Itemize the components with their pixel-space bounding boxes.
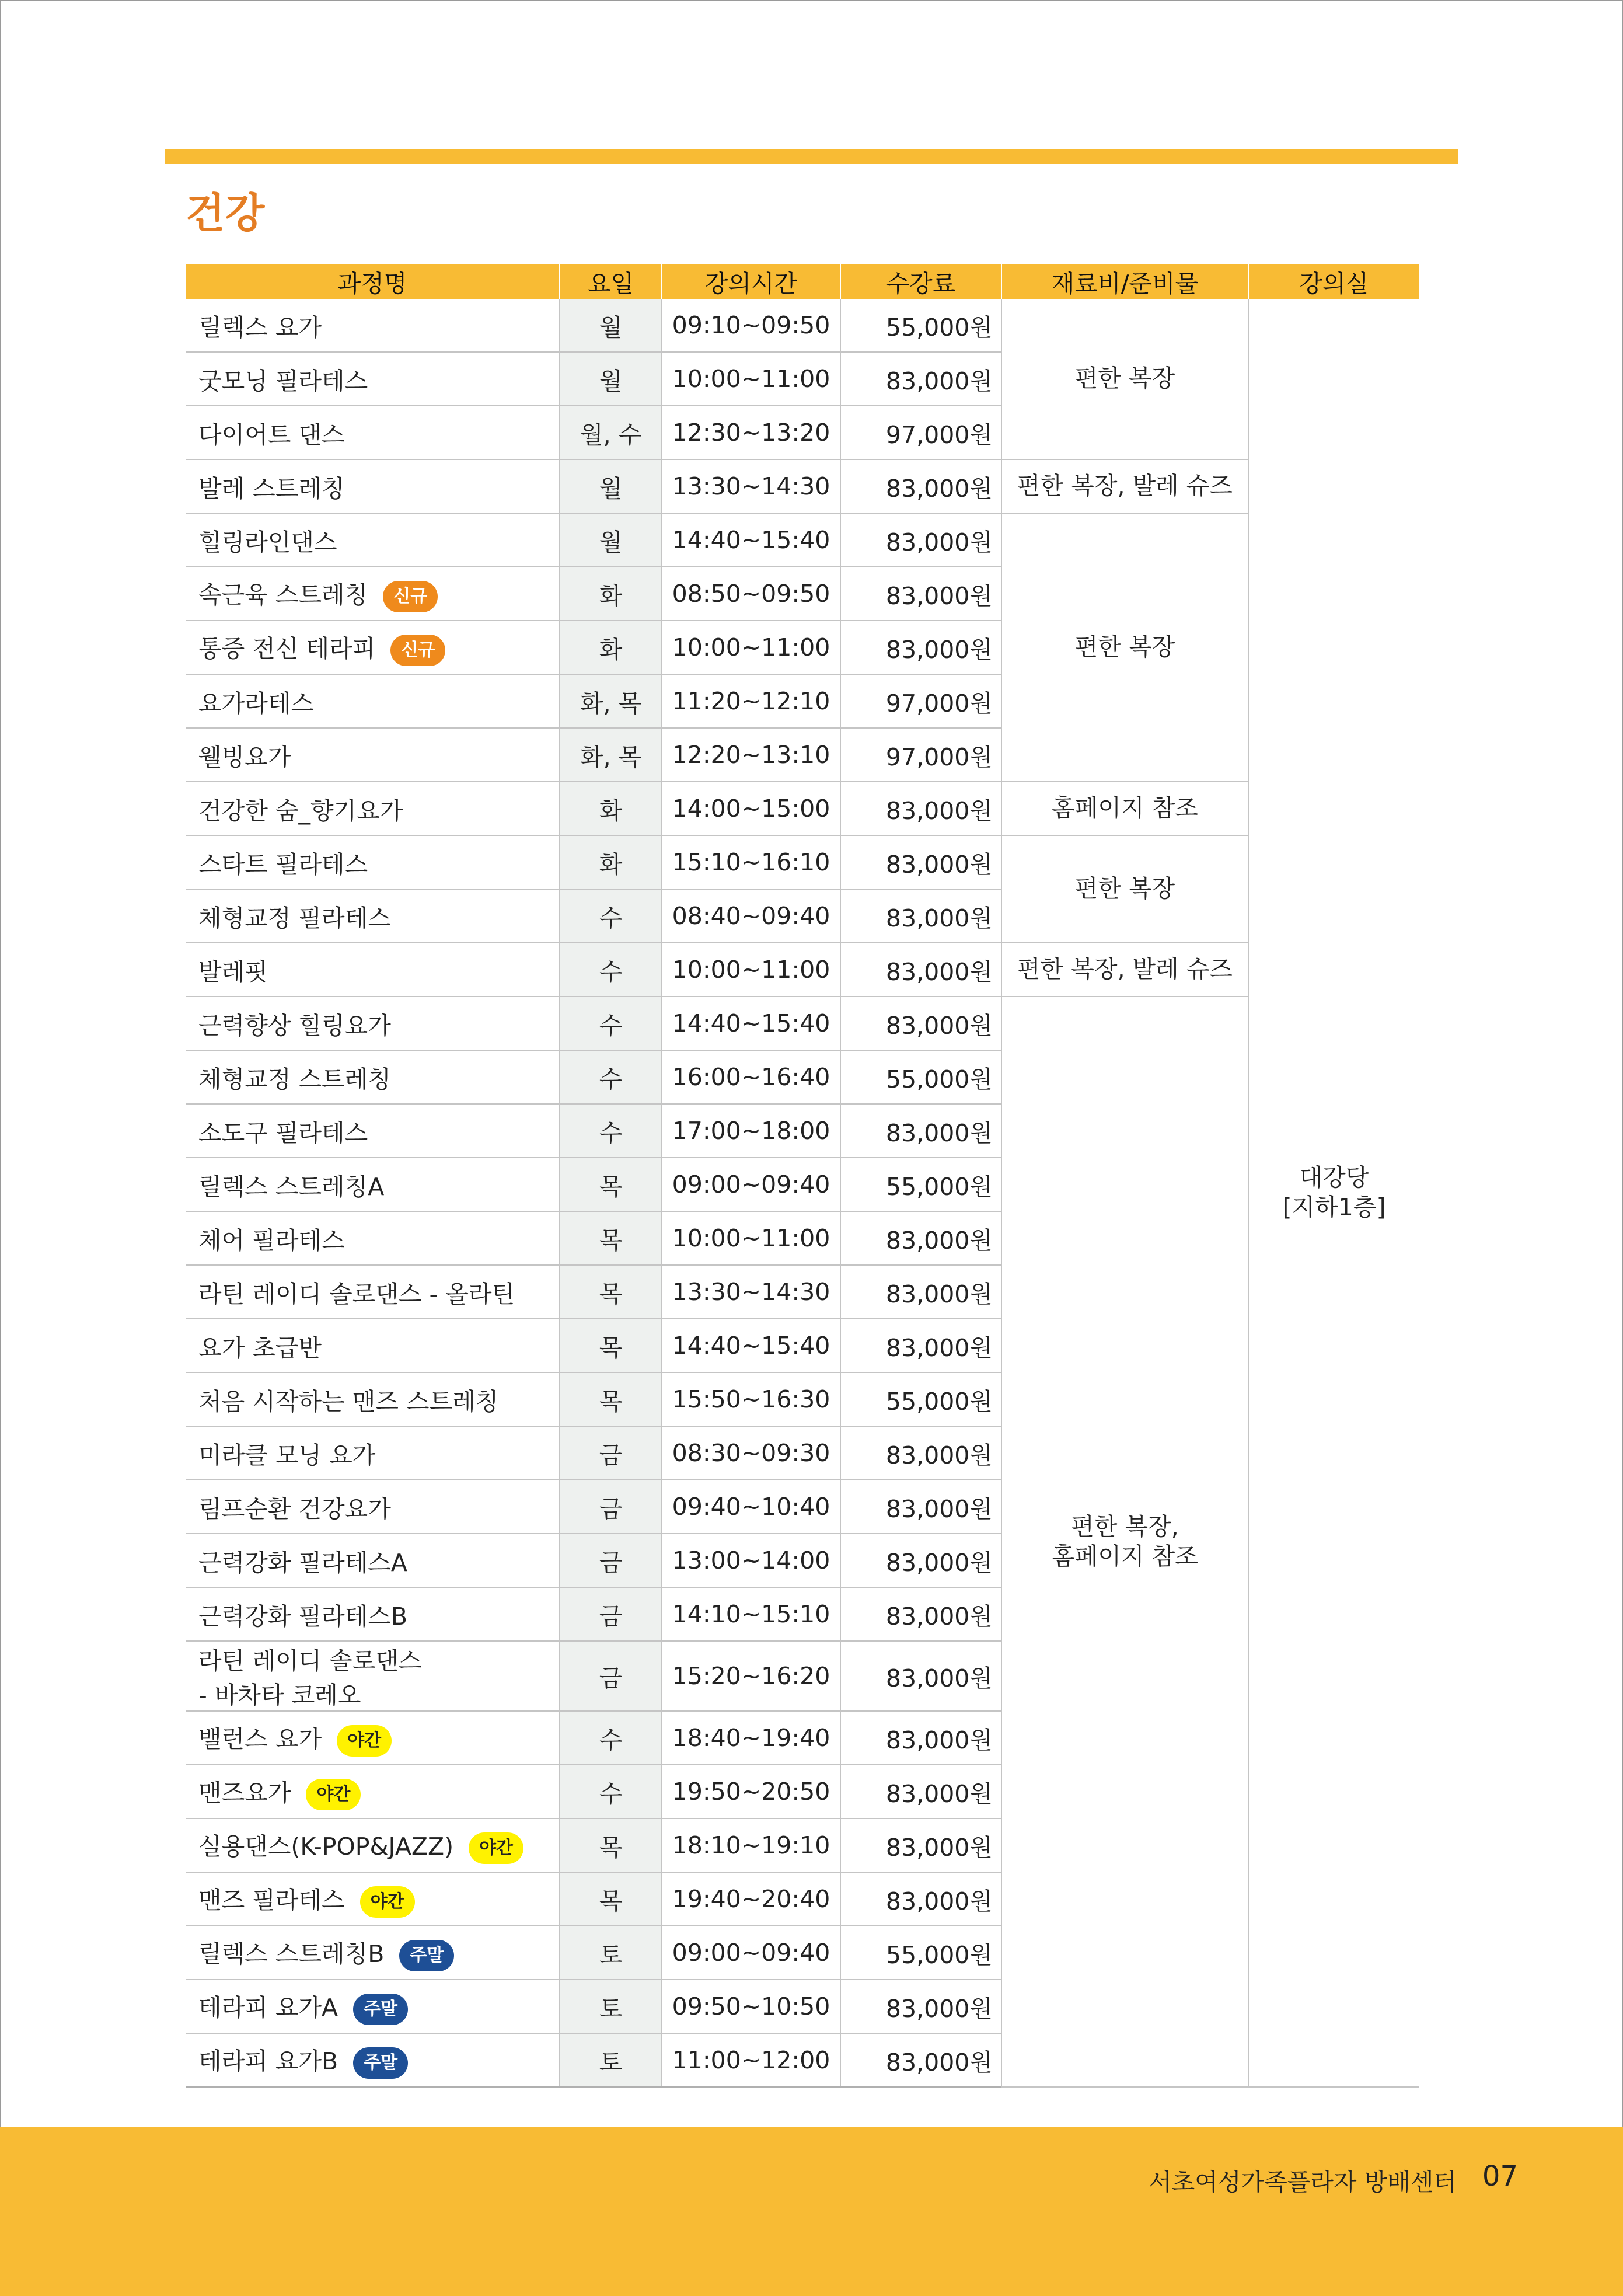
table-row — [186, 997, 1419, 1050]
table-header-row — [186, 264, 1419, 299]
day-cell: 목 — [560, 1872, 662, 1926]
new-badge: 신규 — [383, 581, 438, 612]
course-name: 라틴 레이디 솔로댄스 - 올라틴 — [198, 1280, 515, 1308]
course-name-cell — [186, 1426, 560, 1480]
course-name-cell — [186, 1211, 560, 1265]
day-cell: 화 — [560, 567, 662, 621]
course-name: 체어 필라테스 — [198, 1226, 345, 1255]
course-name-cell — [186, 674, 560, 728]
materials-cell — [1001, 782, 1248, 835]
course-name-cell — [186, 943, 560, 997]
text-line: 대강당 — [1299, 1163, 1369, 1191]
course-name: 굿모닝 필라테스 — [198, 367, 368, 395]
course-name: 속근육 스트레칭 — [198, 580, 368, 609]
time-cell: 10:00~11:00 — [662, 943, 840, 997]
course-name-cell — [186, 406, 560, 459]
course-name: 근력강화 필라테스A — [198, 1548, 407, 1577]
footer-org-name: 서초여성가족플라자 방배센터 — [1149, 2168, 1457, 2196]
course-name-cell — [186, 1641, 560, 1711]
course-name-line2: - 바차타 코레오 — [198, 1681, 361, 1709]
day-cell: 목 — [560, 1319, 662, 1372]
course-name-cell — [186, 889, 560, 943]
night-badge: 야간 — [306, 1779, 361, 1810]
materials-cell — [1001, 835, 1248, 943]
course-name: 테라피 요가A — [198, 1993, 338, 2022]
time-cell: 15:10~16:10 — [662, 835, 840, 889]
text-line: 편한 복장, 발레 슈즈 — [1017, 955, 1233, 984]
fee-cell: 83,000원 — [840, 567, 1001, 621]
footer-band — [0, 2127, 1623, 2296]
day-cell: 월 — [560, 352, 662, 406]
course-name: 발레 스트레칭 — [198, 474, 345, 503]
text-line: [지하1층] — [1282, 1193, 1386, 1221]
fee-cell: 97,000원 — [840, 728, 1001, 782]
night-badge: 야간 — [360, 1886, 415, 1918]
day-cell: 화 — [560, 621, 662, 674]
time-cell: 09:00~09:40 — [662, 1926, 840, 1980]
fee-cell: 83,000원 — [840, 889, 1001, 943]
day-cell: 수 — [560, 1711, 662, 1765]
time-cell: 09:10~09:50 — [662, 299, 840, 352]
fee-cell: 83,000원 — [840, 1265, 1001, 1319]
day-cell: 월 — [560, 299, 662, 352]
day-cell: 월 — [560, 513, 662, 567]
course-name-cell — [186, 1372, 560, 1426]
course-name-cell — [186, 2033, 560, 2087]
day-cell: 목 — [560, 1265, 662, 1319]
day-cell: 수 — [560, 1765, 662, 1818]
course-name-cell — [186, 1104, 560, 1158]
course-name-cell — [186, 1480, 560, 1534]
time-cell: 12:20~13:10 — [662, 728, 840, 782]
course-name-cell — [186, 782, 560, 835]
header-day: 요일 — [560, 264, 662, 299]
time-cell: 14:10~15:10 — [662, 1587, 840, 1641]
section-title: 건강 — [186, 189, 265, 237]
course-name: 림프순환 건강요가 — [198, 1494, 391, 1523]
fee-cell: 83,000원 — [840, 1641, 1001, 1711]
time-cell: 10:00~11:00 — [662, 621, 840, 674]
fee-cell: 83,000원 — [840, 1765, 1001, 1818]
materials-cell — [1001, 513, 1248, 782]
table-row — [186, 782, 1419, 835]
course-name: 다이어트 댄스 — [198, 420, 345, 449]
time-cell: 09:00~09:40 — [662, 1158, 840, 1211]
time-cell: 14:40~15:40 — [662, 1319, 840, 1372]
room-cell — [1248, 299, 1419, 2087]
fee-cell: 97,000원 — [840, 406, 1001, 459]
fee-cell: 83,000원 — [840, 2033, 1001, 2087]
text-line: 편한 복장 — [1074, 874, 1175, 903]
time-cell: 13:30~14:30 — [662, 1265, 840, 1319]
text-line: 편한 복장 — [1074, 364, 1175, 393]
page-number: 07 — [1482, 2160, 1518, 2193]
day-cell: 목 — [560, 1818, 662, 1872]
time-cell: 14:00~15:00 — [662, 782, 840, 835]
fee-cell: 83,000원 — [840, 997, 1001, 1050]
day-cell: 수 — [560, 1050, 662, 1104]
course-name-cell — [186, 1158, 560, 1211]
course-name-cell — [186, 352, 560, 406]
fee-cell: 55,000원 — [840, 1372, 1001, 1426]
course-name: 릴렉스 스트레칭B — [198, 1939, 385, 1968]
time-cell: 09:40~10:40 — [662, 1480, 840, 1534]
day-cell: 수 — [560, 997, 662, 1050]
course-name-cell — [186, 513, 560, 567]
course-name-cell — [186, 1765, 560, 1818]
course-name-cell — [186, 1587, 560, 1641]
course-name-cell — [186, 835, 560, 889]
day-cell: 금 — [560, 1534, 662, 1587]
fee-cell: 55,000원 — [840, 1158, 1001, 1211]
course-name: 웰빙요가 — [198, 743, 291, 771]
day-cell: 수 — [560, 1104, 662, 1158]
day-cell: 금 — [560, 1587, 662, 1641]
day-cell: 금 — [560, 1641, 662, 1711]
text-line: 편한 복장, — [1071, 1512, 1179, 1541]
course-name: 체형교정 스트레칭 — [198, 1065, 391, 1093]
time-cell: 10:00~11:00 — [662, 1211, 840, 1265]
course-name-cell — [186, 567, 560, 621]
fee-cell: 83,000원 — [840, 352, 1001, 406]
course-name: 스타트 필라테스 — [198, 850, 368, 879]
time-cell: 11:20~12:10 — [662, 674, 840, 728]
time-cell: 15:50~16:30 — [662, 1372, 840, 1426]
day-cell: 수 — [560, 889, 662, 943]
schedule-table — [186, 264, 1419, 2088]
fee-cell: 55,000원 — [840, 1926, 1001, 1980]
materials-cell — [1001, 997, 1248, 2087]
fee-cell: 83,000원 — [840, 1818, 1001, 1872]
day-cell: 월 — [560, 459, 662, 513]
fee-cell: 83,000원 — [840, 1480, 1001, 1534]
course-name: 소도구 필라테스 — [198, 1119, 368, 1147]
fee-cell: 83,000원 — [840, 1319, 1001, 1372]
time-cell: 16:00~16:40 — [662, 1050, 840, 1104]
course-name: 릴렉스 요가 — [198, 313, 322, 342]
fee-cell: 83,000원 — [840, 782, 1001, 835]
fee-cell: 83,000원 — [840, 1104, 1001, 1158]
text-line: 편한 복장, 발레 슈즈 — [1017, 472, 1233, 500]
fee-cell: 83,000원 — [840, 621, 1001, 674]
day-cell: 토 — [560, 1926, 662, 1980]
weekend-badge: 주말 — [353, 2047, 408, 2079]
materials-cell — [1001, 459, 1248, 513]
day-cell: 목 — [560, 1211, 662, 1265]
fee-cell: 83,000원 — [840, 1211, 1001, 1265]
day-cell: 토 — [560, 1980, 662, 2033]
header-fee: 수강료 — [840, 264, 1001, 299]
day-cell: 화 — [560, 835, 662, 889]
time-cell: 18:40~19:40 — [662, 1711, 840, 1765]
table-row — [186, 299, 1419, 352]
course-name-cell — [186, 1319, 560, 1372]
course-name: 근력향상 힐링요가 — [198, 1011, 391, 1040]
course-name-cell — [186, 1818, 560, 1872]
table-row — [186, 513, 1419, 567]
fee-cell: 55,000원 — [840, 299, 1001, 352]
course-name-cell — [186, 1265, 560, 1319]
fee-cell: 83,000원 — [840, 513, 1001, 567]
course-name: 미라클 모닝 요가 — [198, 1441, 376, 1469]
course-name-cell — [186, 728, 560, 782]
course-name: 테라피 요가B — [198, 2047, 338, 2075]
course-name: 밸런스 요가 — [198, 1724, 322, 1753]
course-name-cell — [186, 1050, 560, 1104]
course-name-cell — [186, 997, 560, 1050]
time-cell: 10:00~11:00 — [662, 352, 840, 406]
top-rule — [165, 149, 1458, 164]
time-cell: 15:20~16:20 — [662, 1641, 840, 1711]
materials-cell — [1001, 299, 1248, 459]
course-name: 처음 시작하는 맨즈 스트레칭 — [198, 1387, 499, 1416]
course-name-cell — [186, 1926, 560, 1980]
time-cell: 11:00~12:00 — [662, 2033, 840, 2087]
day-cell: 금 — [560, 1480, 662, 1534]
time-cell: 09:50~10:50 — [662, 1980, 840, 2033]
time-cell: 17:00~18:00 — [662, 1104, 840, 1158]
fee-cell: 55,000원 — [840, 1050, 1001, 1104]
fee-cell: 83,000원 — [840, 835, 1001, 889]
new-badge: 신규 — [390, 635, 445, 666]
course-name-cell — [186, 621, 560, 674]
text-line: 홈페이지 참조 — [1052, 794, 1198, 823]
text-line: 편한 복장 — [1074, 633, 1175, 661]
time-cell: 13:00~14:00 — [662, 1534, 840, 1587]
header-time: 강의시간 — [662, 264, 840, 299]
course-name: 맨즈요가 — [198, 1778, 291, 1807]
header-materials: 재료비/준비물 — [1001, 264, 1248, 299]
table-row — [186, 835, 1419, 889]
fee-cell: 83,000원 — [840, 1872, 1001, 1926]
day-cell: 화, 목 — [560, 728, 662, 782]
time-cell: 14:40~15:40 — [662, 513, 840, 567]
header-room: 강의실 — [1248, 264, 1419, 299]
time-cell: 19:50~20:50 — [662, 1765, 840, 1818]
time-cell: 08:30~09:30 — [662, 1426, 840, 1480]
day-cell: 수 — [560, 943, 662, 997]
course-name: 통증 전신 테라피 — [198, 634, 376, 663]
course-name: 건강한 숨_향기요가 — [198, 796, 403, 825]
fee-cell: 83,000원 — [840, 1534, 1001, 1587]
time-cell: 19:40~20:40 — [662, 1872, 840, 1926]
day-cell: 토 — [560, 2033, 662, 2087]
header-course-name: 과정명 — [186, 264, 560, 299]
course-name: 맨즈 필라테스 — [198, 1886, 345, 1914]
course-name-cell — [186, 299, 560, 352]
course-name: 라틴 레이디 솔로댄스 — [198, 1647, 422, 1675]
fee-cell: 97,000원 — [840, 674, 1001, 728]
materials-cell — [1001, 943, 1248, 997]
night-badge: 야간 — [337, 1725, 392, 1757]
course-name: 릴렉스 스트레칭A — [198, 1172, 385, 1201]
course-name: 실용댄스(K-POP&JAZZ) — [198, 1832, 454, 1861]
course-name-cell — [186, 1980, 560, 2033]
time-cell: 14:40~15:40 — [662, 997, 840, 1050]
course-name-cell — [186, 1872, 560, 1926]
text-line: 홈페이지 참조 — [1052, 1542, 1198, 1570]
fee-cell: 83,000원 — [840, 1587, 1001, 1641]
fee-cell: 83,000원 — [840, 459, 1001, 513]
course-name: 요가라테스 — [198, 689, 315, 717]
course-name-cell — [186, 1711, 560, 1765]
course-name: 발레핏 — [198, 957, 268, 986]
day-cell: 목 — [560, 1372, 662, 1426]
fee-cell: 83,000원 — [840, 1426, 1001, 1480]
time-cell: 08:40~09:40 — [662, 889, 840, 943]
day-cell: 금 — [560, 1426, 662, 1480]
course-name-cell — [186, 1534, 560, 1587]
weekend-badge: 주말 — [399, 1940, 454, 1971]
time-cell: 08:50~09:50 — [662, 567, 840, 621]
course-name: 체형교정 필라테스 — [198, 904, 391, 932]
course-name: 요가 초급반 — [198, 1333, 322, 1362]
fee-cell: 83,000원 — [840, 1980, 1001, 2033]
night-badge: 야간 — [469, 1832, 523, 1864]
table-row — [186, 943, 1419, 997]
weekend-badge: 주말 — [353, 1994, 408, 2025]
fee-cell: 83,000원 — [840, 1711, 1001, 1765]
fee-cell: 83,000원 — [840, 943, 1001, 997]
time-cell: 18:10~19:10 — [662, 1818, 840, 1872]
table-body — [186, 299, 1419, 2087]
course-name-cell — [186, 459, 560, 513]
course-name: 근력강화 필라테스B — [198, 1602, 408, 1630]
time-cell: 12:30~13:20 — [662, 406, 840, 459]
day-cell: 화, 목 — [560, 674, 662, 728]
time-cell: 13:30~14:30 — [662, 459, 840, 513]
table-row — [186, 459, 1419, 513]
day-cell: 월, 수 — [560, 406, 662, 459]
day-cell: 목 — [560, 1158, 662, 1211]
course-name: 힐링라인댄스 — [198, 528, 337, 556]
day-cell: 화 — [560, 782, 662, 835]
